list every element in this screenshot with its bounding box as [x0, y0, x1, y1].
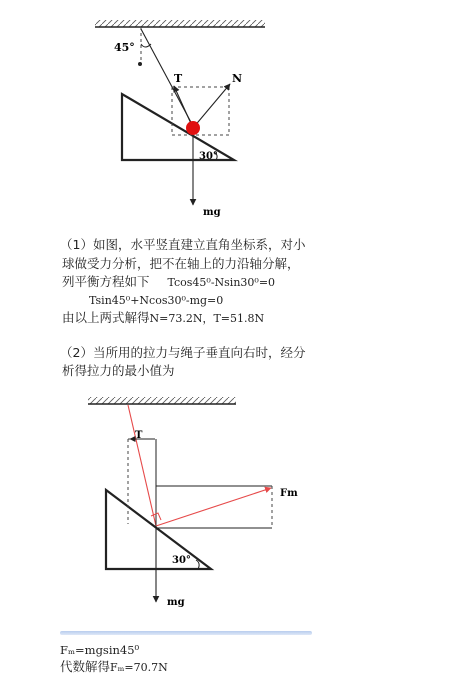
weight-label: mg: [203, 207, 221, 218]
normal-label: N: [232, 72, 243, 85]
incline2-block: [106, 490, 211, 569]
incline2-angle-label: 30°: [172, 555, 191, 566]
fm-label: Fm: [280, 488, 298, 499]
equation-2: Tsin45⁰+Ncos30⁰-mg=0: [89, 294, 224, 307]
part1-line3-text: 列平衡方程如下: [62, 274, 150, 289]
ceiling-hatch: [95, 20, 265, 27]
rope2-red: [128, 405, 156, 526]
part2-line2: 析得拉力的最小值为: [62, 363, 175, 378]
tension2-label: T: [135, 430, 143, 441]
reference-dot: [138, 62, 142, 66]
part1-result: [62, 309, 264, 328]
part1-line1: （1）如图，水平竖直建立直角坐标系，对小: [60, 237, 306, 252]
angle-label: 45°: [114, 41, 135, 54]
normal-arrow: [193, 84, 230, 128]
divider-bar: [60, 631, 312, 635]
weight2-label: mg: [167, 597, 185, 608]
ceiling2-hatch: [88, 397, 236, 404]
equation-1: Tcos45⁰-Nsin30⁰=0: [167, 276, 276, 289]
part3-result: [60, 658, 168, 677]
part1-result-value: N=73.2N，T=51.8N: [149, 312, 265, 325]
part3-equation: Fₘ=mgsin45⁰: [60, 643, 140, 657]
part1-line2: 球做受力分析，把不在轴上的力沿轴分解，: [62, 256, 300, 271]
fm-arrow: [156, 488, 271, 526]
figure-1-force-diagram: [0, 0, 454, 230]
ball: [186, 121, 200, 135]
part2-line1: （2）当所用的拉力与绳子垂直向右时，经分: [60, 345, 306, 360]
part1-line3: [62, 273, 275, 292]
part3-result-prefix: 代数解得: [60, 659, 111, 674]
figure-2-minimum-force-diagram: [0, 392, 454, 622]
part3-result-value: Fₘ=70.7N: [110, 661, 168, 674]
part1-result-prefix: 由以上两式解得: [62, 310, 150, 325]
tension-label: T: [174, 72, 183, 85]
incline-angle-label: 30°: [199, 151, 218, 162]
